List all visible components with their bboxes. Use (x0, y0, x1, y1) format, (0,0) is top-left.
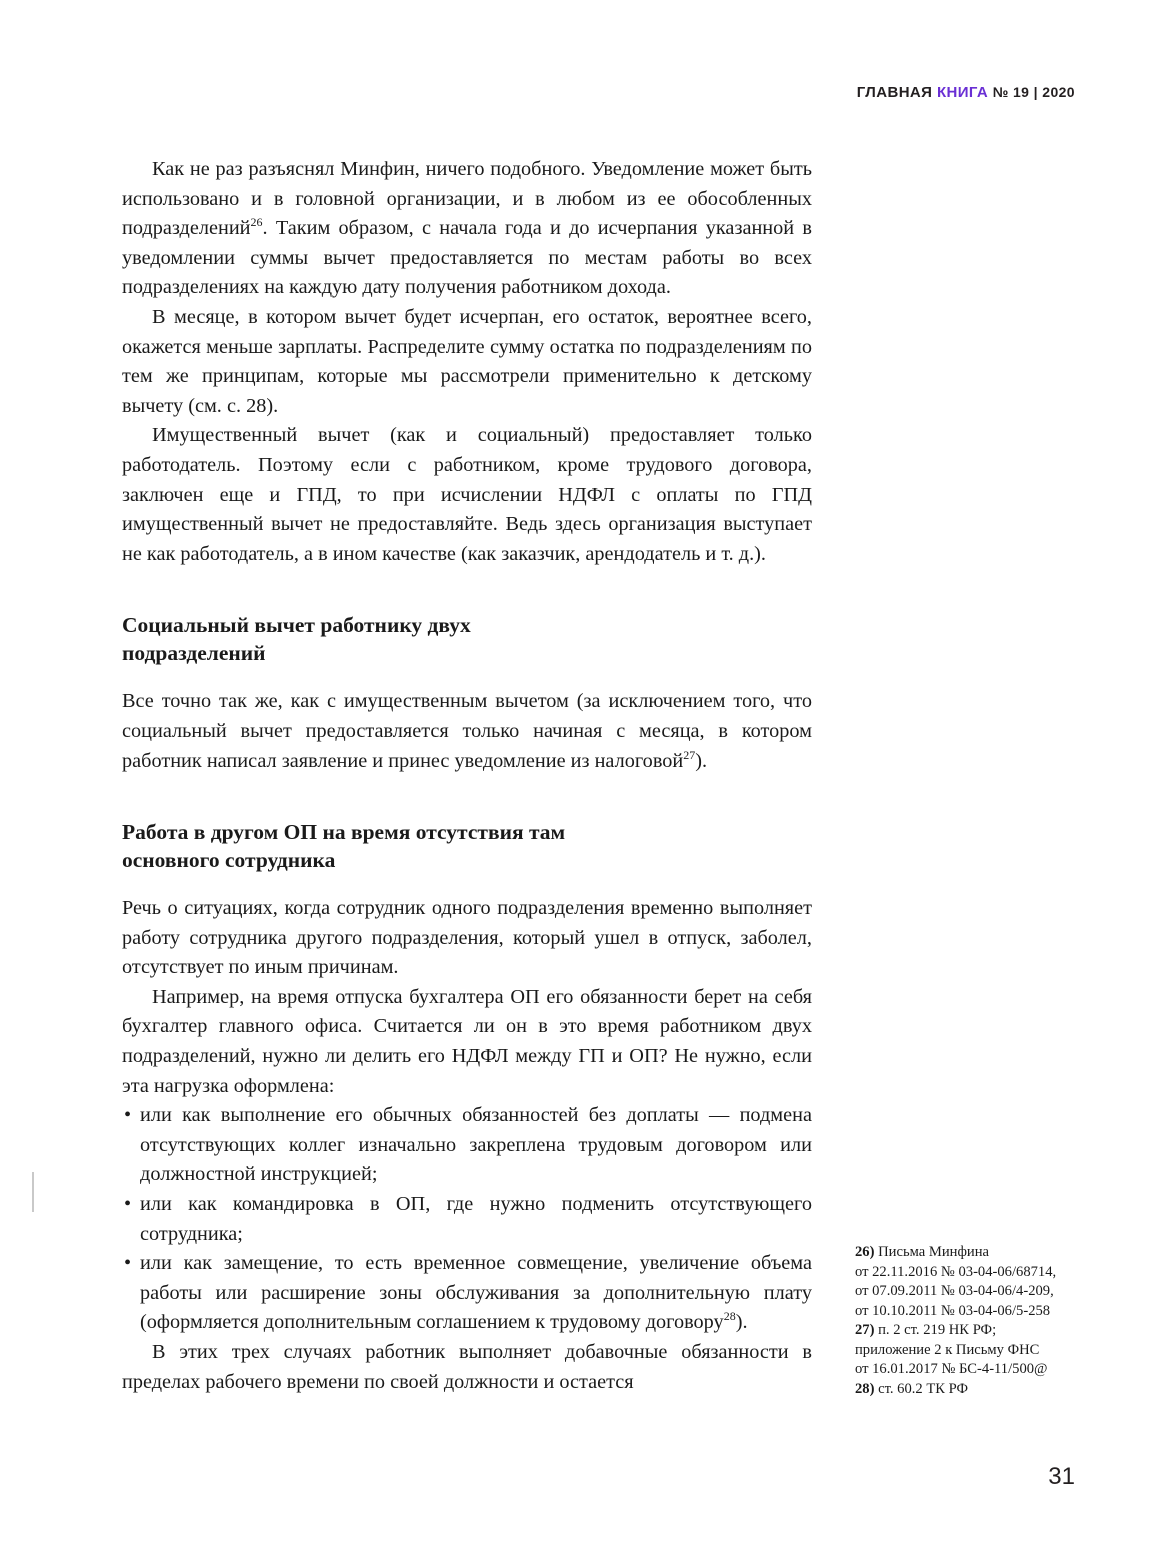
footnote-27-number: 27) (855, 1322, 875, 1338)
magazine-brand-accent: КНИГА (936, 84, 989, 101)
main-text-column (122, 155, 812, 1397)
footnote-26-line-1: Письма Минфина (878, 1244, 990, 1260)
list-item-text-tail: ). (735, 1311, 748, 1334)
section2-title-line2: основного сотрудника (122, 848, 336, 873)
footnote-27-line-3: от 16.01.2017 № БС-4-11/500@ (855, 1361, 1048, 1377)
page-number: 31 (1048, 1463, 1075, 1490)
footnote-27-line-1: п. 2 ст. 219 НК РФ; (878, 1322, 997, 1338)
list-item-text: или как замещение, то есть временное совмещение, увеличение объема работы или расширение зоны обслуживания за дополнительную плату (оформляется дополнительным соглашением к трудовому договору (140, 1252, 812, 1334)
section2-paragraph-3: В этих трех случаях работник выполняет добавочные обязанности в пределах рабочего времени по своей должности и остается (122, 1341, 812, 1393)
section1-text-b: ). (695, 749, 708, 772)
section1-title-line2: подразделений (122, 641, 266, 666)
paragraph-1-text-a: Как не раз разъяснял Минфин, ничего подобного. Уведомление может быть использовано и в головной организации, и в любом из ее обособленных подразделений (122, 158, 812, 240)
footnote-28-number: 28) (855, 1380, 875, 1397)
section1-text-a: Все точно так же, как с имущественным вычетом (за исключением того, что социальный вычет предоставляется только начиная с месяца, в котором работник написал заявление и принес уведомление из налоговой (122, 690, 812, 772)
footnote-26-line-2: от 22.11.2016 № 03-04-06/68714, (855, 1263, 1057, 1280)
section-heading-social-deduction (122, 611, 812, 667)
section2-paragraph-1: Речь о ситуациях, когда сотрудник одного подразделения временно выполняет работу сотрудника другого подразделения, который ушел в отпуск, заболел, отсутствует по иным причинам. (122, 897, 812, 979)
paragraph-1-text-b: . Таким образом, с начала года и до исчерпания указанной в уведомлении суммы вычет предоставляется по местам работы во всех подразделениях на каждую дату получения работником дохода. (122, 217, 812, 299)
footnote-26 (855, 1243, 1085, 1321)
section1-paragraph (122, 687, 812, 776)
paragraph-3: Имущественный вычет (как и социальный) предоставляет только работодатель. Поэтому если с работником, кроме трудового договора, заключен еще и ГПД, то при исчислении НДФЛ с оплаты по ГПД имущественный вычет не предоставляйте. Ведь здесь организация выступает не как работодатель, а в ином качестве (как заказчик, арендодатель и т. д.). (122, 424, 812, 565)
list-item: • или как выполнение его обычных обязанностей без доплаты — подмена отсутствующих коллег изначально закреплена трудовым договором или должностной инструкцией; (122, 1101, 812, 1190)
section2-title-line1: Работа в другом ОП на время отсутствия там (122, 820, 566, 845)
magazine-brand-main: ГЛАВНАЯ (856, 84, 933, 101)
footnote-ref-26[interactable]: 26 (250, 215, 263, 230)
footnote-26-line-4: от 10.10.2011 № 03-04-06/5-258 (855, 1302, 1051, 1319)
list-item: • или как командировка в ОП, где нужно подменить отсутствующего сотрудника; (122, 1190, 812, 1249)
paragraph-1 (122, 155, 812, 303)
list-item (122, 1249, 812, 1338)
margin-tick (32, 1172, 34, 1212)
footnote-ref-28[interactable]: 28 (723, 1309, 736, 1324)
paragraph-2: В месяце, в котором вычет будет исчерпан, его остаток, вероятнее всего, окажется меньше зарплаты. Распределите сумму остатка по подразделениям по тем же принципам, которые мы рассмотрели применительно к детскому вычету (см. с. 28). (122, 305, 812, 417)
footnote-28 (855, 1380, 1085, 1400)
section1-title-line1: Социальный вычет работнику двух (122, 613, 471, 638)
footnote-26-number: 26) (855, 1244, 875, 1260)
footnote-27-line-2: приложение 2 к Письму ФНС (855, 1341, 1040, 1358)
issue-label: № 19 | 2020 (992, 84, 1075, 100)
footnote-28-line-1: ст. 60.2 ТК РФ (878, 1380, 969, 1397)
section-heading-work-in-other-op (122, 818, 812, 874)
footnote-27 (855, 1321, 1085, 1380)
footnotes-column (855, 1243, 1085, 1399)
bullet-list (122, 1101, 812, 1338)
footnote-ref-27[interactable]: 27 (683, 747, 696, 762)
section2-paragraph-2: Например, на время отпуска бухгалтера ОП его обязанности берет на себя бухгалтер главного офиса. Считается ли он в это время работником двух подразделений, нужно ли делить его НДФЛ между ГП и ОП? Не нужно, если эта нагрузка оформлена: (122, 985, 812, 1097)
footnote-26-line-3: от 07.09.2011 № 03-04-06/4-209, (855, 1283, 1054, 1299)
page-header (857, 84, 1075, 101)
